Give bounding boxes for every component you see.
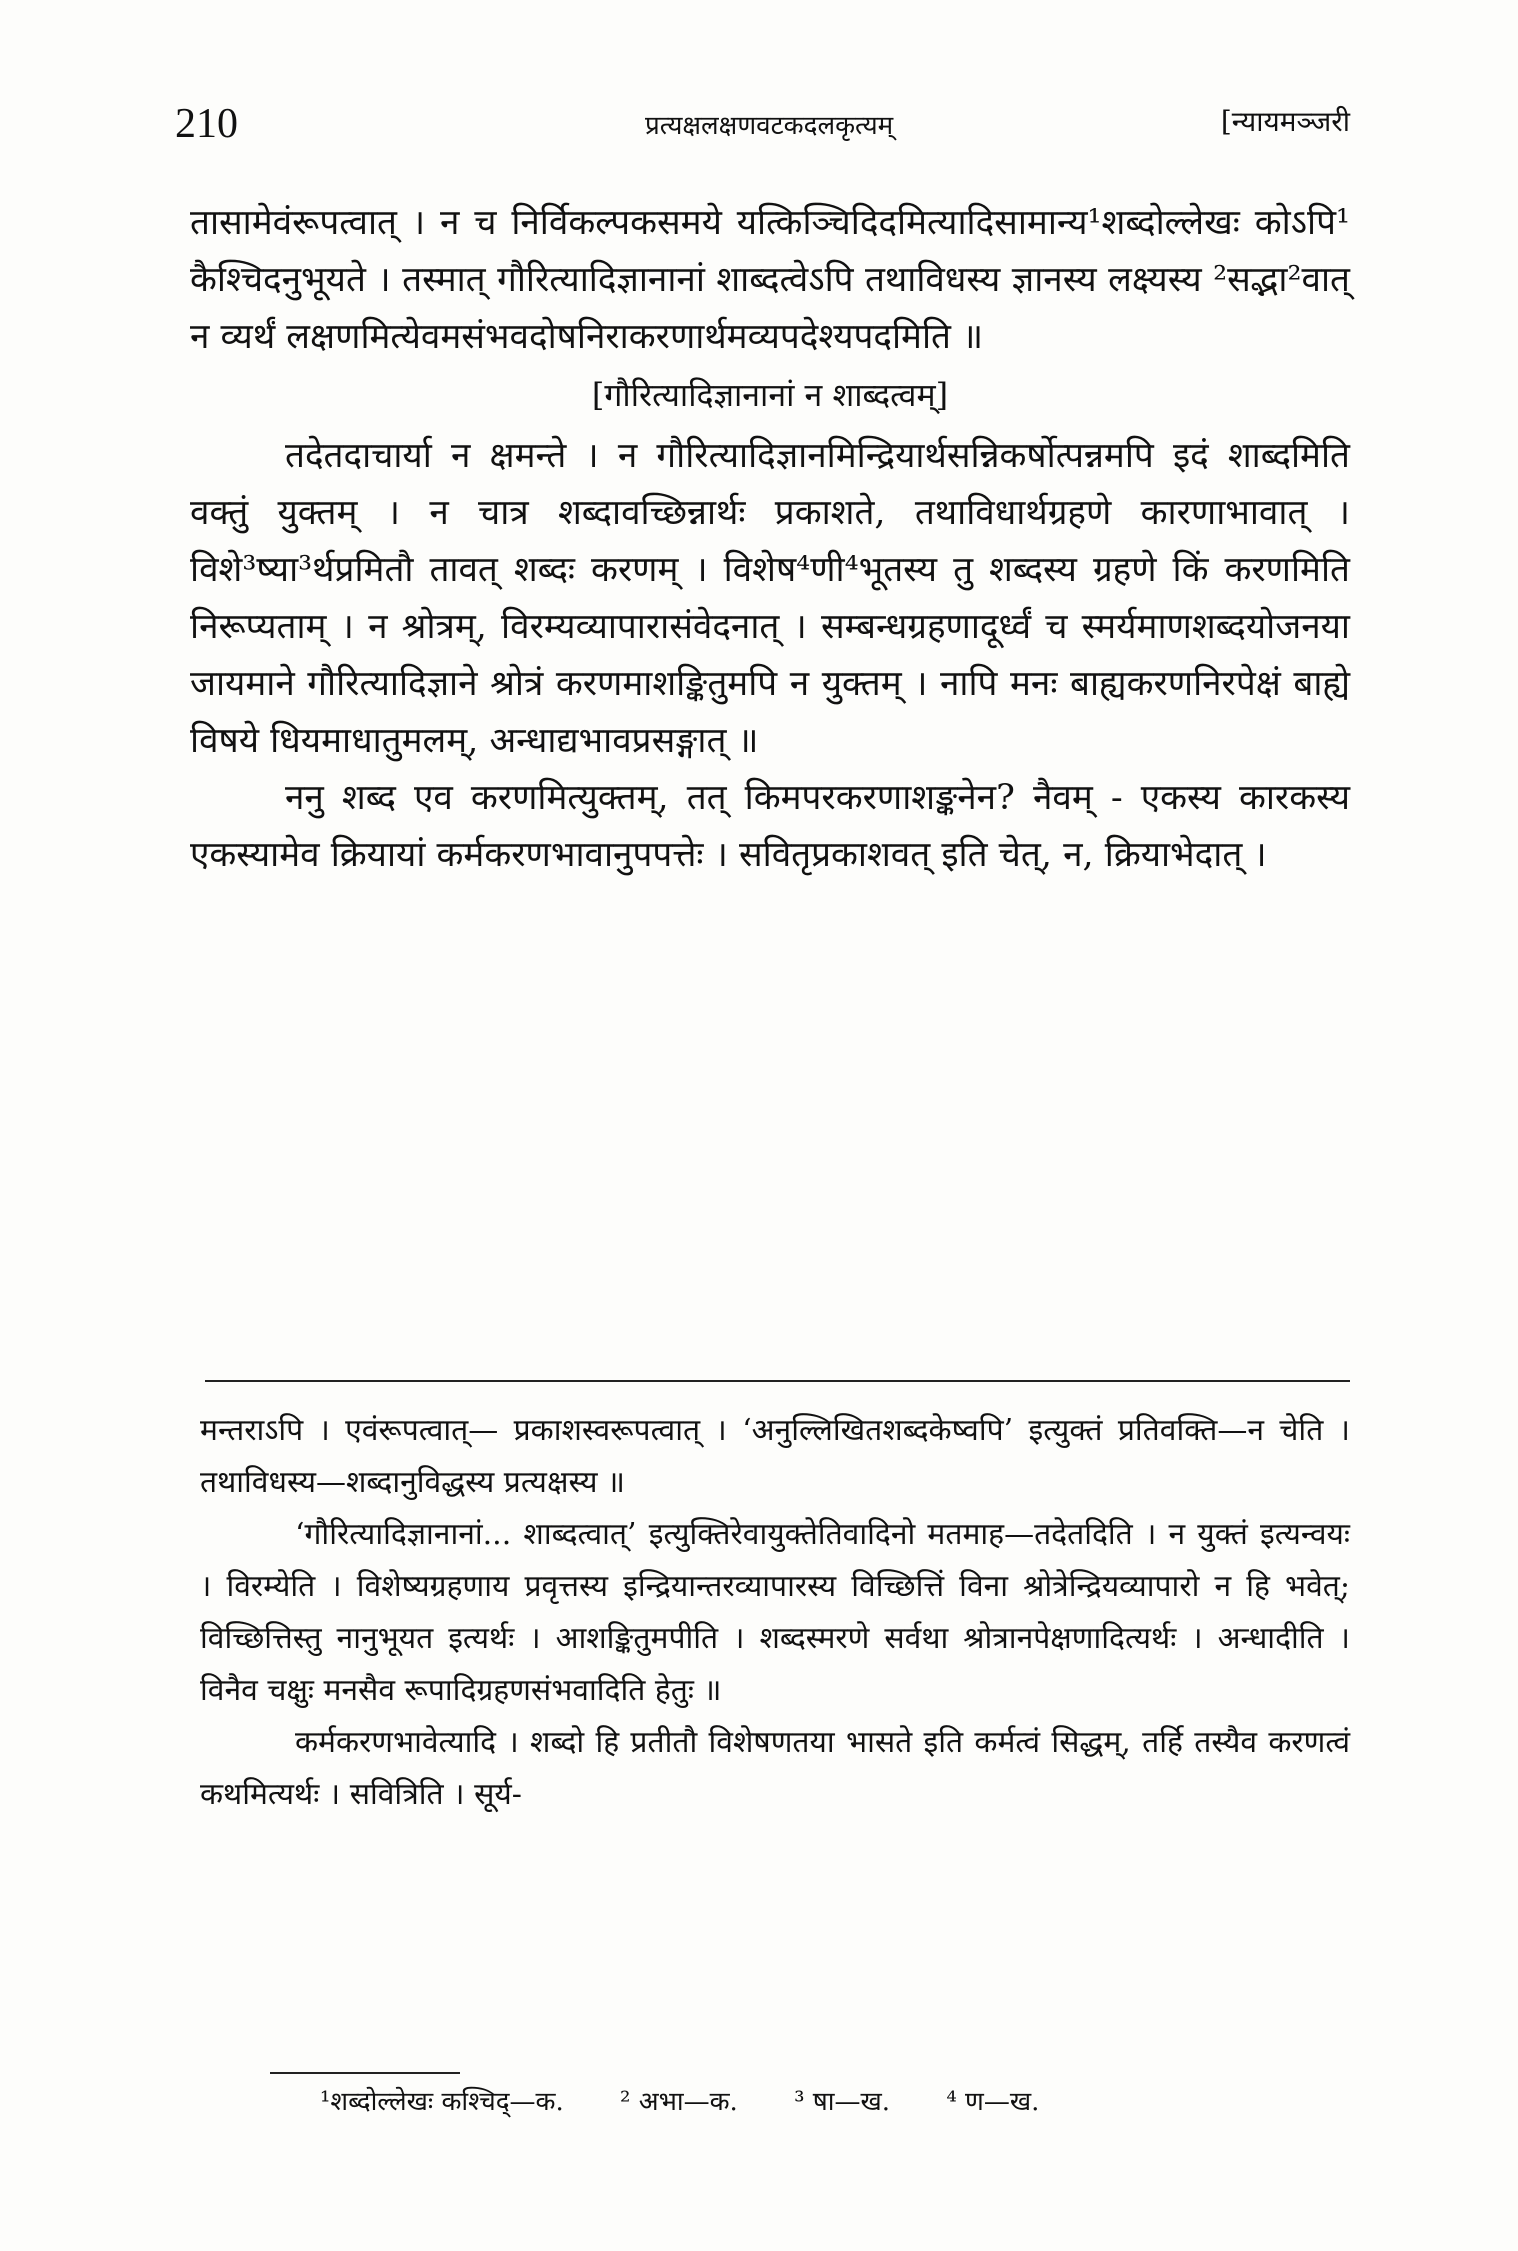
footnote-2: ² अभा—क. bbox=[620, 2087, 738, 2117]
commentary-paragraph-3: कर्मकरणभावेत्यादि । शब्दो हि प्रतीतौ विशेषणतया भासते इति कर्मत्वं सिद्धम्, तर्हि तस्यैव करणत्वं कथमित्यर्थः । सवित्रिति । सूर्य- bbox=[200, 1725, 1350, 1812]
main-paragraph-1: तासामेवंरूपत्वात् । न च निर्विकल्पकसमये यत्किञ्चिदिदमित्यादिसामान्य¹शब्दोल्लेखः कोऽपि¹ कैश्चिदनुभूयते । तस्मात् गौरित्यादिज्ञानानां शाब्दत्वेऽपि तथाविधस्य ज्ञानस्य लक्ष्यस्य ²सद्भा²वात् न व्यर्थं लक्षणमित्येवमसंभवदोषनिराकरणार्थमव्यपदेश्यपदमिति ॥ bbox=[190, 203, 1350, 357]
book-title: [न्यायमञ्जरी bbox=[1220, 105, 1350, 138]
main-paragraph-2: तदेतदाचार्या न क्षमन्ते । न गौरित्यादिज्ञानमिन्द्रियार्थसन्निकर्षोत्पन्नमपि इदं शाब्दमिति वक्तुं युक्तम् । न चात्र शब्दावच्छिन्नार्थः प्रकाशते, तथाविधार्थग्रहणे कारणाभावात् । विशे³ष्या³र्थप्रमितौ तावत् शब्दः करणम् । विशेष⁴णी⁴भूतस्य तु शब्दस्य ग्रहणे किं करणमिति निरूप्यताम् । न श्रोत्रम्, विरम्यव्यापारासंवेदनात् । सम्बन्धग्रहणादूर्ध्वं च स्मर्यमाणशब्दयोजनया जायमाने गौरित्यादिज्ञाने श्रोत्रं करणमाशङ्कितुमपि न युक्तम् । नापि मनः बाह्यकरणनिरपेक्षं बाह्ये विषये धियमाधातुमलम्, अन्धाद्यभावप्रसङ्गात् ॥ bbox=[190, 436, 1350, 761]
main-paragraph-3: ननु शब्द एव करणमित्युक्तम्, तत् किमपरकरणाशङ्कनेन? नैवम् - एकस्य कारकस्य एकस्यामेव क्रियायां कर्मकरणभावानुपपत्तेः । सवितृप्रकाशवत् इति चेत्, न, क्रियाभेदात् । bbox=[190, 778, 1350, 875]
footnote-4: ⁴ ण—ख. bbox=[946, 2087, 1040, 2117]
footnote-3: ³ षा—ख. bbox=[794, 2087, 891, 2117]
page-header bbox=[175, 100, 1350, 160]
commentary-paragraph-1: मन्तराऽपि । एवंरूपत्वात्— प्रकाशस्वरूपत्वात् । ‘अनुल्लिखितशब्दकेष्वपि’ इत्युक्तं प्रतिवक्ति—न चेति । तथाविधस्य—शब्दानुविद्धस्य प्रत्यक्षस्य ॥ bbox=[200, 1413, 1350, 1500]
running-title: प्रत्यक्षलक्षणवटकदलकृत्यम् bbox=[645, 111, 894, 141]
footnote-1: ¹शब्दोल्लेखः कश्चिद्—क. bbox=[320, 2087, 564, 2117]
commentary-paragraph-2: ‘गौरित्यादिज्ञानानां... शाब्दत्वात्’ इत्युक्तिरेवायुक्तेतिवादिनो मतमाह—तदेतदिति । न युक्तं इत्यन्वयः । विरम्येति । विशेष्यग्रहणाय प्रवृत्तस्य इन्द्रियान्तरव्यापारस्य विच्छित्तिं विना श्रोत्रेन्द्रियव्यापारो न हि भवेत्; विच्छित्तिस्तु नानुभूयत इत्यर्थः । आशङ्कितुमपीति । शब्दस्मरणे सर्वथा श्रोत्रानपेक्षणादित्यर्थः । अन्धादीति । विनैव चक्षुः मनसैव रूपादिग्रहणसंभवादिति हेतुः ॥ bbox=[200, 1517, 1350, 1708]
commentary-divider bbox=[205, 1380, 1350, 1382]
footnote-divider bbox=[270, 2072, 460, 2074]
section-heading: [गौरित्यादिज्ञानानां न शाब्दत्वम्] bbox=[591, 376, 949, 414]
main-text bbox=[190, 195, 1350, 884]
footnotes bbox=[320, 2080, 1320, 2124]
page-number: 210 bbox=[175, 101, 238, 147]
commentary-text bbox=[200, 1405, 1350, 1821]
